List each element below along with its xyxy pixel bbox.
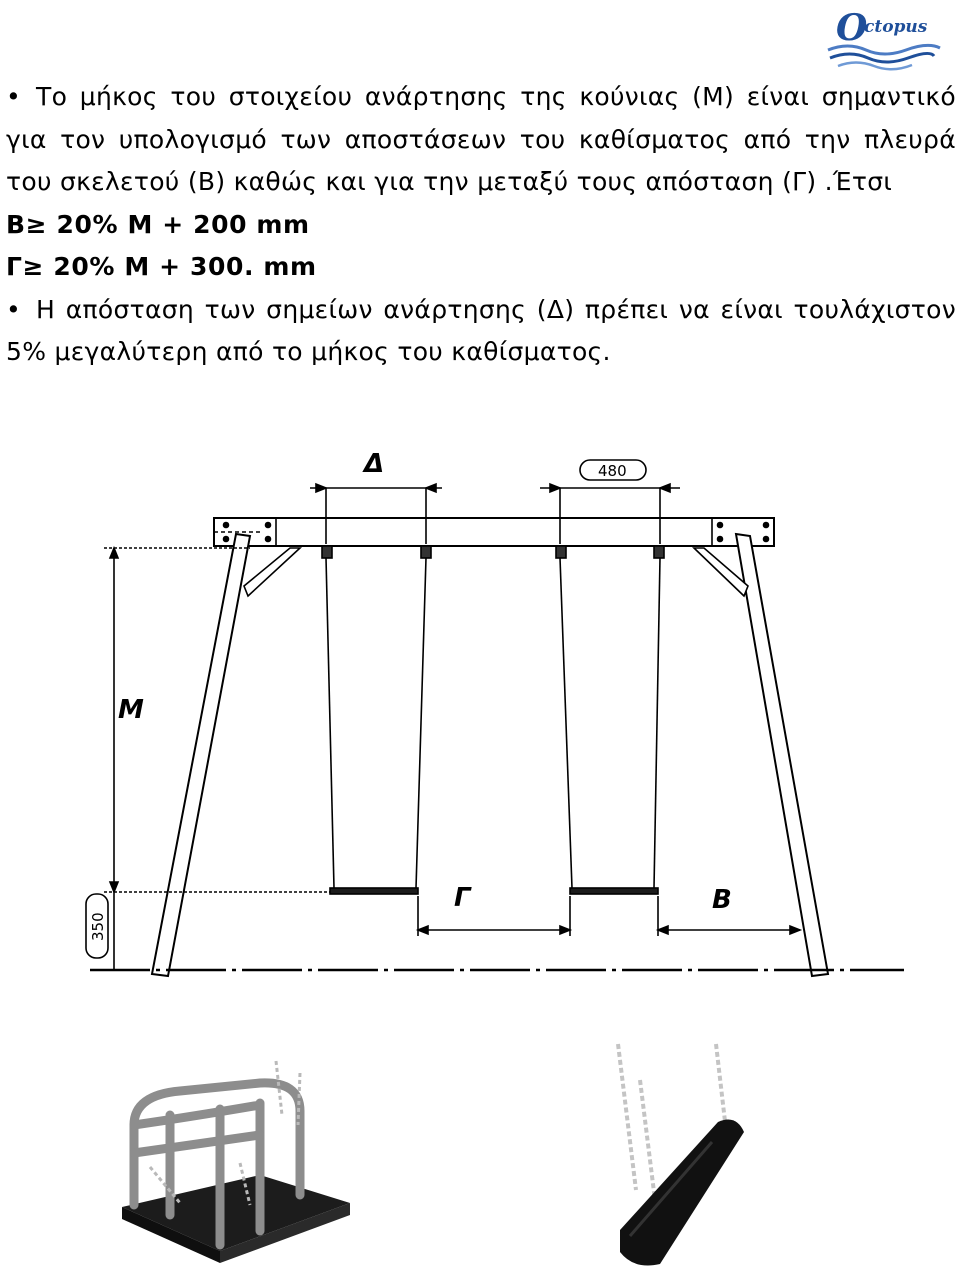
bullet-1: • <box>6 82 22 111</box>
label-G: Γ <box>454 883 471 913</box>
flat-seat-rubber <box>620 1120 744 1266</box>
flat-seat-image <box>600 1040 760 1271</box>
seat-left <box>330 888 418 894</box>
formula-b: Β≥ 20% Μ + 200 mm <box>6 209 310 239</box>
bullet-2: • <box>6 294 22 324</box>
top-beam <box>214 518 774 546</box>
logo-text: ctopus <box>864 17 928 37</box>
left-leg <box>152 534 250 976</box>
hangers <box>322 546 664 558</box>
right-leg <box>736 534 828 976</box>
label-delta: Δ <box>364 449 385 479</box>
label-M: M <box>118 695 144 725</box>
swing-diagram <box>0 436 960 996</box>
label-350: 350 <box>89 912 107 941</box>
baby-seat-image <box>110 1055 440 1265</box>
seat-right <box>570 888 658 894</box>
logo-initial: O <box>836 7 868 49</box>
body-text <box>6 76 956 374</box>
paragraph-1-text: Το μήκος του στοιχείου ανάρτησης της κούνιας (Μ) είναι σημαντικό για τον υπολογισμό των αποστάσεων του καθίσματος από την πλευρά του σκελετού (Β) καθώς και για την μεταξύ τους απόσταση (Γ) .Έτσι <box>6 82 956 196</box>
chain-3 <box>560 558 572 888</box>
logo-wave-3 <box>838 63 912 70</box>
bullet-paragraph-1 <box>6 76 956 204</box>
chain-4 <box>654 558 660 888</box>
baby-seat-base <box>122 1175 350 1251</box>
bullet-paragraph-2 <box>6 289 956 374</box>
formula-g: Γ≥ 20% Μ + 300. mm <box>6 252 317 281</box>
octopus-logo <box>822 4 946 74</box>
chain-2 <box>416 558 426 888</box>
label-480: 480 <box>598 462 627 480</box>
label-B: B <box>712 885 732 915</box>
left-brace <box>244 548 300 596</box>
chain-1 <box>326 558 334 888</box>
paragraph-2-text: Η απόσταση των σημείων ανάρτησης (Δ) πρέπει να είναι τουλάχιστον 5% μεγαλύτερη από το μήκος του καθίσματος. <box>6 294 956 366</box>
